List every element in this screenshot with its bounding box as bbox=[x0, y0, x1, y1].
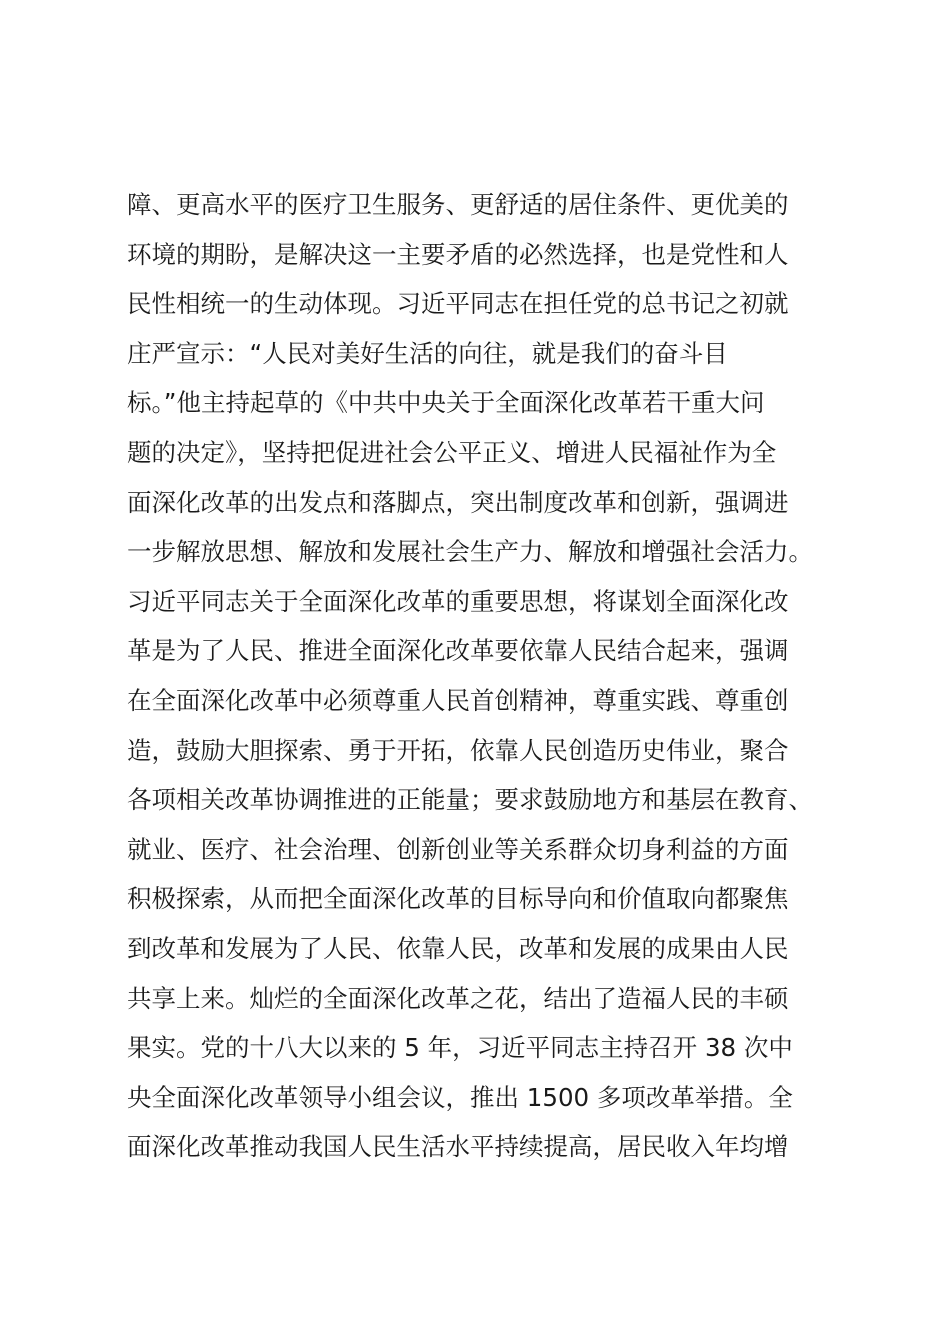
text-line: 面深化改革的出发点和落脚点，突出制度改革和创新，强调进 bbox=[127, 487, 789, 517]
text-line: 庄严宣示：“人民对美好生活的向往，就是我们的奋斗目 bbox=[127, 338, 728, 368]
text-line: 革是为了人民、推进全面深化改革要依靠人民结合起来，强调 bbox=[127, 636, 789, 666]
text-line: 果实。党的十八大以来的 5 年，习近平同志主持召开 38 次中 bbox=[127, 1033, 793, 1063]
body-paragraph bbox=[127, 180, 827, 1172]
text-line: 标。”他主持起草的《中共中央关于全面深化改革若干重大问 bbox=[127, 388, 765, 418]
text-line: 在全面深化改革中必须尊重人民首创精神，尊重实践、尊重创 bbox=[127, 685, 789, 715]
text-line: 一步解放思想、解放和发展社会生产力、解放和增强社会活力。 bbox=[127, 537, 813, 567]
text-line: 造，鼓励大胆探索、勇于开拓，依靠人民创造历史伟业，聚合 bbox=[127, 735, 789, 765]
text-line: 共享上来。灿烂的全面深化改革之花，结出了造福人民的丰硕 bbox=[127, 983, 789, 1013]
text-line: 各项相关改革协调推进的正能量；要求鼓励地方和基层在教育、 bbox=[127, 785, 813, 815]
text-line: 积极探索，从而把全面深化改革的目标导向和价值取向都聚焦 bbox=[127, 884, 789, 914]
text-line: 环境的期盼，是解决这一主要矛盾的必然选择，也是党性和人 bbox=[127, 239, 789, 269]
text-line: 到改革和发展为了人民、依靠人民，改革和发展的成果由人民 bbox=[127, 933, 789, 963]
text-line: 央全面深化改革领导小组会议，推出 1500 多项改革举措。全 bbox=[127, 1082, 793, 1112]
text-line: 面深化改革推动我国人民生活水平持续提高，居民收入年均增 bbox=[127, 1132, 789, 1162]
text-line: 就业、医疗、社会治理、创新创业等关系群众切身利益的方面 bbox=[127, 834, 789, 864]
text-line: 题的决定》，坚持把促进社会公平正义、增进人民福祉作为全 bbox=[127, 437, 777, 467]
text-line: 障、更高水平的医疗卫生服务、更舒适的居住条件、更优美的 bbox=[127, 190, 789, 219]
text-line: 习近平同志关于全面深化改革的重要思想，将谋划全面深化改 bbox=[127, 586, 789, 616]
text-line: 民性相统一的生动体现。习近平同志在担任党的总书记之初就 bbox=[127, 289, 789, 319]
